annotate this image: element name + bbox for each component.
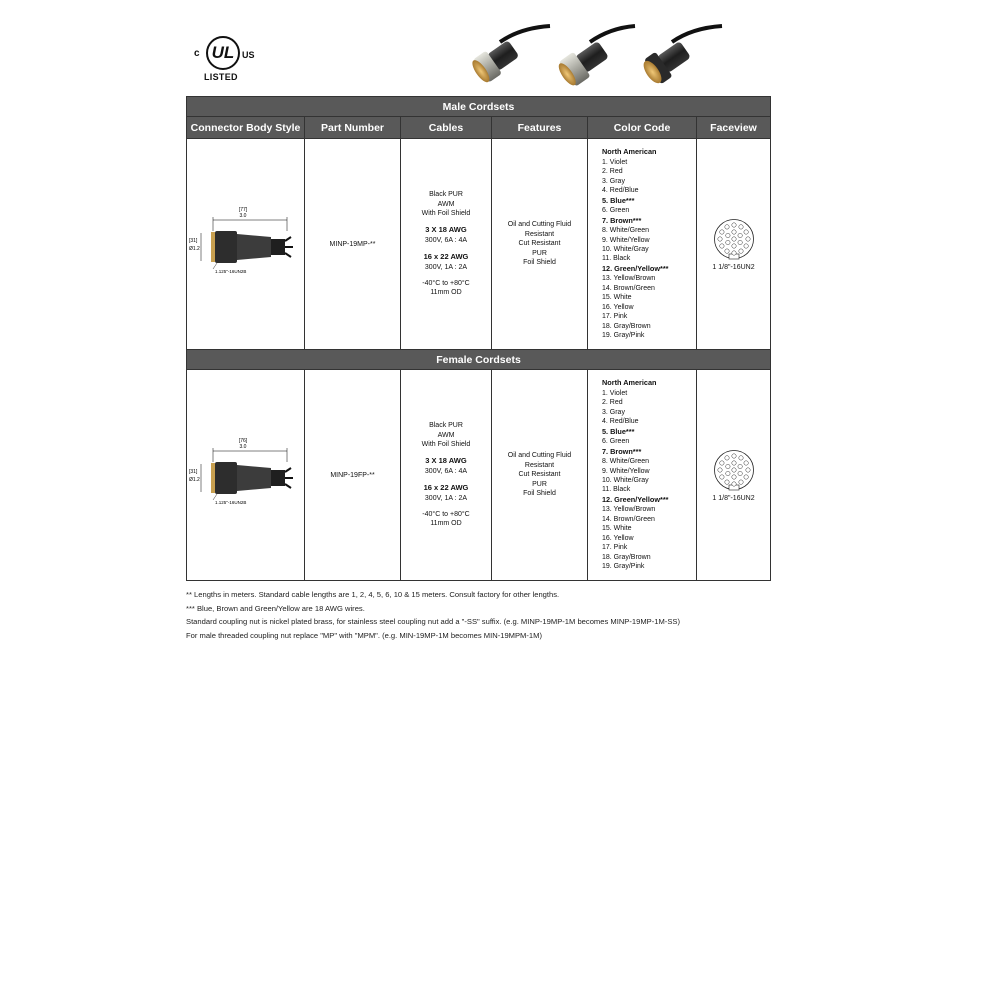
faceview-pin	[731, 481, 735, 485]
color-code-item: 1. Violet	[602, 389, 628, 397]
col-color-code: Color Code	[588, 117, 697, 139]
faceview-pin	[731, 460, 735, 464]
faceview-pin	[731, 243, 735, 247]
female-connector-drawing-cell	[187, 370, 305, 581]
male-connector-drawing-cell	[187, 139, 305, 350]
faceview-pin	[737, 240, 741, 244]
cable-awg2-rating: 300V, 1A : 2A	[424, 494, 468, 502]
faceview-pin-diagram	[713, 449, 755, 491]
faceview-pin	[719, 460, 723, 464]
color-code-item: 9. White/Yellow	[602, 236, 650, 244]
ul-circle-mark: UL	[206, 36, 240, 70]
cable-awg1-rating: 300V, 6A : 4A	[424, 236, 468, 244]
color-code-heading: North American	[602, 378, 657, 388]
faceview-pin	[719, 229, 723, 233]
color-code-item: 16. Yellow	[602, 303, 634, 311]
faceview-pin-diagram	[713, 218, 755, 260]
cable-shield: With Foil Shield	[421, 209, 471, 217]
color-code-item: 14. Brown/Green	[602, 284, 655, 292]
color-code-item: 15. White	[602, 294, 632, 302]
faceview-pin	[743, 460, 747, 464]
faceview-pin	[738, 224, 742, 228]
cable-od: 11mm OD	[430, 520, 462, 528]
color-code-item: 18. Gray/Brown	[602, 322, 651, 330]
color-code-item: 2. Red	[602, 168, 623, 176]
dim-left-label-2: Ø1.2	[189, 476, 200, 483]
ul-c-mark: c	[194, 48, 200, 59]
faceview-pin	[724, 224, 728, 228]
cable-jacket: Black PUR	[429, 422, 463, 430]
cable-awg2-rating: 300V, 1A : 2A	[424, 263, 468, 271]
color-code-item: 13. Yellow/Brown	[602, 275, 656, 283]
color-code-item: 6. Green	[602, 207, 630, 215]
color-code-item: 3. Gray	[602, 408, 625, 416]
male-cables-cell	[401, 139, 492, 350]
faceview-pin	[743, 229, 747, 233]
faceview-pin	[731, 250, 735, 254]
feature-line: Oil and Cutting Fluid	[507, 221, 572, 229]
footnote-awg: *** Blue, Brown and Green/Yellow are 18 AWG wires.	[186, 603, 365, 613]
ul-us-mark: US	[242, 50, 255, 60]
section-title-female: Female Cordsets	[187, 350, 771, 370]
color-code-item: 8. White/Green	[602, 458, 650, 466]
faceview-pin	[738, 479, 742, 483]
color-code-item: 14. Brown/Green	[602, 515, 655, 523]
dim-top-label: [76]	[238, 437, 248, 444]
color-code-item: 12. Green/Yellow***	[602, 263, 669, 273]
dim-top-label-2: 3.0	[239, 443, 247, 450]
female-color-code-cell	[588, 370, 697, 581]
faceview-pin	[731, 453, 735, 457]
faceview-label: 1 1/8"-16UN2	[712, 494, 755, 502]
col-faceview: Faceview	[697, 117, 771, 139]
cable-jacket: Black PUR	[429, 191, 463, 199]
faceview-pin	[738, 455, 742, 459]
color-code-item: 7. Brown***	[602, 215, 642, 225]
color-code-item: 5. Blue***	[602, 195, 635, 205]
color-code-item: 18. Gray/Brown	[602, 553, 651, 561]
footnotes	[186, 588, 786, 642]
faceview-label: 1 1/8"-16UN2	[712, 263, 755, 271]
color-code-item: 16. Yellow	[602, 534, 634, 542]
color-code-item: 6. Green	[602, 438, 630, 446]
color-code-item: 19. Gray/Pink	[602, 563, 645, 571]
faceview-pin	[724, 248, 728, 252]
footnote-lengths: ** Lengths in meters. Standard cable lengths are 1, 2, 4, 5, 6, 10 & 15 meters. Consult factory for other lengths.	[186, 590, 560, 599]
color-code-item: 5. Blue***	[602, 426, 635, 436]
ul-listed-logo	[192, 36, 258, 86]
female-faceview-cell	[697, 370, 771, 581]
faceview-pin	[745, 467, 749, 471]
color-code-item: 4. Red/Blue	[602, 187, 639, 195]
cable-awg1-rating: 300V, 6A : 4A	[424, 467, 468, 475]
connector-1	[469, 26, 550, 86]
thread-label: 1.125"-16UN2B	[215, 499, 247, 505]
feature-line: Foil Shield	[523, 259, 556, 267]
faceview-pin	[725, 471, 729, 475]
female-cordset-row	[187, 370, 771, 581]
col-features: Features	[492, 117, 588, 139]
faceview-pin	[743, 474, 747, 478]
faceview-pin	[745, 236, 749, 240]
column-header-row	[187, 117, 771, 139]
cable-awg2: 16 x 22 AWG	[423, 252, 469, 262]
col-part-number: Part Number	[305, 117, 401, 139]
female-connector-drawing	[187, 428, 303, 518]
color-code-heading: North American	[602, 147, 657, 157]
dim-left-label: [31]	[189, 237, 198, 244]
faceview-pin	[719, 474, 723, 478]
faceview-pin	[737, 464, 741, 468]
feature-line: Foil Shield	[523, 490, 556, 498]
female-part-number: MINP-19FP-**	[305, 370, 401, 581]
color-code-list	[602, 389, 696, 572]
col-connector-body-style: Connector Body Style	[187, 117, 305, 139]
dim-left-label: [31]	[189, 468, 198, 475]
cable-awg1: 3 X 18 AWG	[425, 225, 467, 235]
feature-line: Resistant	[524, 461, 555, 469]
col-cables: Cables	[401, 117, 492, 139]
cable-od: 11mm OD	[430, 289, 462, 297]
male-connector-drawing	[187, 197, 303, 287]
feature-line: Resistant	[524, 230, 555, 238]
faceview-pin	[731, 236, 735, 240]
cable-awg2: 16 x 22 AWG	[423, 483, 469, 493]
faceview-pin	[719, 243, 723, 247]
cable-awm: AWM	[437, 431, 455, 439]
cable-temp: -40°C to +80°C	[422, 280, 470, 288]
connector-2	[555, 26, 635, 89]
color-code-item: 9. White/Yellow	[602, 467, 650, 475]
dim-top-label-2: 3.0	[239, 212, 247, 219]
faceview-pin	[725, 464, 729, 468]
feature-line: Cut Resistant	[518, 240, 561, 248]
faceview-pin	[725, 240, 729, 244]
faceview-pin	[743, 243, 747, 247]
color-code-item: 1. Violet	[602, 158, 628, 166]
ul-listed-text: LISTED	[204, 72, 238, 82]
cable-temp: -40°C to +80°C	[422, 511, 470, 519]
faceview-pin	[731, 467, 735, 471]
cordset-spec-table	[186, 96, 771, 581]
faceview-pin	[731, 229, 735, 233]
color-code-item: 11. Black	[602, 486, 631, 494]
color-code-item: 17. Pink	[602, 544, 628, 552]
male-features-cell	[492, 139, 588, 350]
faceview-pin	[738, 248, 742, 252]
color-code-item: 8. White/Green	[602, 227, 650, 235]
feature-line: PUR	[532, 480, 547, 488]
color-code-item: 10. White/Gray	[602, 477, 649, 484]
color-code-item: 17. Pink	[602, 313, 628, 321]
footnote-male-thread: For male threaded coupling nut replace "MP" with "MPM". (e.g. MIN-19MP-1M becomes MIN-19MPM-1M)	[186, 630, 542, 640]
color-code-item: 13. Yellow/Brown	[602, 506, 656, 514]
faceview-pin	[717, 467, 721, 471]
feature-line: PUR	[532, 249, 547, 257]
color-code-item: 7. Brown***	[602, 446, 642, 456]
male-cordset-row	[187, 139, 771, 350]
section-title-male: Male Cordsets	[187, 97, 771, 117]
thread-label: 1.125"-16UN2B	[215, 268, 247, 274]
footnote-coupling-nut: Standard coupling nut is nickel plated brass, for stainless steel coupling nut add a "-SS" suffix. (e.g. MINP-19MP-1M becomes MINP-19MP-1M-SS)	[186, 617, 680, 626]
male-part-number: MINP-19MP-**	[305, 139, 401, 350]
female-cables-cell	[401, 370, 492, 581]
faceview-pin	[731, 222, 735, 226]
connector-product-photo	[460, 24, 730, 96]
color-code-list	[602, 158, 696, 341]
color-code-item: 2. Red	[602, 399, 623, 407]
color-code-item: 4. Red/Blue	[602, 418, 639, 426]
cable-awg1: 3 X 18 AWG	[425, 456, 467, 466]
faceview-pin	[737, 471, 741, 475]
dim-top-label: [77]	[238, 206, 248, 213]
color-code-item: 11. Black	[602, 255, 631, 263]
color-code-item: 15. White	[602, 525, 632, 533]
faceview-pin	[731, 474, 735, 478]
dim-left-label-2: Ø1.2	[189, 245, 200, 252]
feature-line: Cut Resistant	[518, 471, 561, 479]
faceview-pin	[725, 233, 729, 237]
male-color-code-cell	[588, 139, 697, 350]
color-code-item: 12. Green/Yellow***	[602, 494, 669, 504]
faceview-pin	[717, 236, 721, 240]
faceview-pin	[724, 455, 728, 459]
cable-awm: AWM	[437, 200, 455, 208]
faceview-pin	[724, 479, 728, 483]
male-faceview-cell	[697, 139, 771, 350]
cable-shield: With Foil Shield	[421, 440, 471, 448]
feature-line: Oil and Cutting Fluid	[507, 452, 572, 460]
connector-3	[639, 26, 722, 88]
color-code-item: 3. Gray	[602, 177, 625, 185]
faceview-pin	[737, 233, 741, 237]
color-code-item: 19. Gray/Pink	[602, 332, 645, 340]
color-code-item: 10. White/Gray	[602, 246, 649, 253]
female-features-cell	[492, 370, 588, 581]
